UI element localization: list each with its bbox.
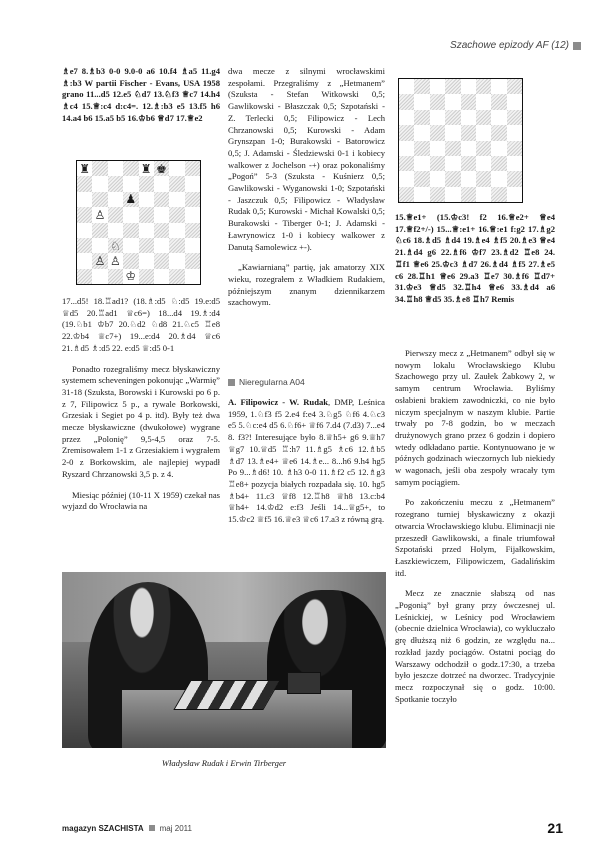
board-square: [476, 187, 491, 202]
paragraph-wroclaw-trip: Miesiąc później (10-11 X 1959) czekał nas wyjazd do Wrocławia na: [62, 489, 220, 512]
board-square: [108, 269, 123, 284]
board-square: [507, 141, 522, 156]
board-square: [139, 223, 154, 238]
photo-chessboard: [173, 680, 280, 710]
game-moves-continuation: 17...d5! 18.♖ad1? (18.♗:d5 ♘:d5 19.e:d5 ♕d5 20.♖ad1 ♕c6=) 18...d4 19.♗:d4 (19.♘b1 ♔b7 20.♘d2 ♘d8 21.♘c5 ♖e8 22.♔b4 ♕c7+) 19...e:d4 20.♗d4 ♕c6 21.♗d5 ♗:d5 22. e:d5 ♕:d5 0-1: [62, 296, 220, 353]
opening-label: [228, 377, 305, 387]
board-square: [445, 141, 460, 156]
board-square: [414, 110, 429, 125]
board-square: [399, 79, 414, 94]
board-square: [491, 141, 506, 156]
board-square: [445, 110, 460, 125]
board-square: [77, 223, 92, 238]
column-1: [62, 66, 220, 134]
game-finish-moves: 15.♕e1+ (15.♔c3! f2 16.♕e2+ ♕e4 17.♕f2+/-) 15...♕:e1+ 16.♕:e1 f:g2 17.♗g2 ♘c6 18.♗d5 ♗d4 19.♗e4 ♗f5 20.♗e3 ♕e4 21.♗d4 g6 22.♗f6 ♔f7 23.♗d2 ♖e8 24. ♖f1 ♕e6 25.♔c3 ♗d7 26.♗d4 ♗f5 27.♗e5 c6 28.♖h1 ♕e6 29.a3 ♖e7 30.♗f6 ♖d7+ 31.♔e3 ♕d5 32.♖h4 ♕e6 33.♗d4 a6 34.♖h8 ♕d5 35.♗e8 ♖h7 Remis: [395, 212, 555, 304]
page-number: 21: [547, 820, 563, 836]
board-square: [77, 253, 92, 268]
board-square: ♙: [92, 253, 107, 268]
board-square: [491, 110, 506, 125]
paragraph-pogon-match: Mecz ze znacznie słabszą od nas „Pogonią” był grany przy ówczesnej ul. Leśnickiej, w Leśnicy pod Wrocławiem (obecnie dzielnica Wrocławia), co wykluczało grę dłuższą niż 6 godzin, ze względu na... rozkład jazdy pociągów. Ostatni pociąg do Warszawy odchodził o godz.17:30, a trzeba było jeszcze dotrzeć na dworzec. Tradycyjnie mecz rozpoczynał się o godz. 10:00. Spotkanie toczyło: [395, 588, 555, 704]
board-square: [491, 79, 506, 94]
board-square: [139, 176, 154, 191]
board-square: [108, 161, 123, 176]
board-square: [169, 269, 184, 284]
board-square: [430, 125, 445, 140]
board-square: [507, 125, 522, 140]
board-square: [476, 156, 491, 171]
board-square: [77, 192, 92, 207]
board-square: [139, 207, 154, 222]
section-title: Szachowe epizody AF (12): [450, 40, 569, 51]
board-square: [77, 269, 92, 284]
board-square: [414, 79, 429, 94]
board-square: [445, 156, 460, 171]
board-square: [185, 192, 200, 207]
paragraph-blitz-tournament: Po zakończeniu meczu z „Hetmanem” rozegrano turniej błyskawiczny z okazji otwarcia Wrocławskiego klubu. Eliminacji nie przeszedł Gawlikowski, a finale triumfował Szpotański przed Holym, Fijałkowskim, Łaszkiewiczem, Filipowiczem, Gadalińskim itd.: [395, 497, 555, 578]
header-square-marker: [573, 42, 581, 50]
paragraph-blitz-match: Ponadto rozegraliśmy mecz błyskawiczny systemem scheveningen pokonując „Warmię” 31-18 (Szuksta, Borowski i Kurowski po 6 p. z 7, Filipowicz 5 p., a rywale Borkowski, Grzesiak i Segiet po 4 p. itd). Były też dwa mecze błyskawiczne (dwukołowe) wygrane przez „Polonię” 9,5-4,5 oraz 7-5. Zremisowałem 1-1 z Grzesiakiem i wygrałem 2-0 z Borkowskim, ale najlepiej wypadł Ryszard Chrzanowski 3,5 p. z 4.: [62, 363, 220, 479]
column-1-continued: [62, 296, 220, 522]
paragraph-team-matches: dwa mecze z silnymi wrocławskimi zespołami. Przegraliśmy z „Hetmanem” (Szuksta - Stefan Witkowski 0,5; Gawlikowski - Błaszczak 0,5; Szpotański - Z. Terlecki 0,5; Filipowicz - Lech Chrzanowski 0,5; Kurowski - Adam Grynszpan 1-0; Burakowski - Batorowicz 0,5; J. Adamski - Śledziewski 0-1 i kobiecy walkower z Jochelson -+) oraz pokonaliśmy „Pogoń” 5-3 (Szuksta - Kuśnierz 0,5; Gawlikowski - Wyganowski 1-0; Szpotański - Jaszczuk 0,5; Filipowicz - Władysław Rudak 0,5; Kurowski - Michał Kowalski 0,5; Burakowski - Tiberger 0-1; J. Adamski - Ławrynowicz 1-0 i kobiecy walkower z Danutą Samolewicz +-).: [228, 66, 385, 252]
board-square: [414, 125, 429, 140]
footer-date: maj 2011: [159, 824, 192, 833]
board-square: [399, 94, 414, 109]
board-square: [507, 171, 522, 186]
board-square: [92, 176, 107, 191]
board-square: [399, 141, 414, 156]
board-square: [123, 223, 138, 238]
board-square: ♘: [108, 238, 123, 253]
board-square: [430, 79, 445, 94]
board-square: [185, 269, 200, 284]
board-square: [77, 176, 92, 191]
board-square: [461, 79, 476, 94]
board-square: [169, 238, 184, 253]
board-square: [169, 176, 184, 191]
footer-square-marker: [149, 825, 155, 831]
board-square: [123, 253, 138, 268]
board-square: [476, 171, 491, 186]
photo-caption: Władysław Rudak i Erwin Tirberger: [161, 758, 287, 768]
board-square: [139, 192, 154, 207]
board-square: [507, 110, 522, 125]
game-moves-intro: ♗e7 8.♗b3 0-0 9.0-0 a6 10.f4 ♗a5 11.g4 ♗:b3 W partii Fischer - Evans, USA 1958 grano 11...d5 12.e5 ♘d7 13.♘f3 ♕c7 14.h4 ♗c4 15.♕:c4 d:c4=. 12.♗:b3 e5 13.f5 h6 14.a4 b6 15.a5 b5 16.♔b6 ♕d7 17.♕e2: [62, 66, 220, 123]
game-header: A. Filipowicz - W. Rudak: [228, 397, 329, 407]
board-square: [445, 79, 460, 94]
column-2-game: [228, 397, 385, 535]
board-square: [507, 79, 522, 94]
board-square: [414, 94, 429, 109]
board-square: [92, 192, 107, 207]
board-square: [491, 125, 506, 140]
footer: [62, 824, 192, 833]
board-square: [399, 110, 414, 125]
board-square: [154, 238, 169, 253]
board-square: [461, 156, 476, 171]
photo-players: [62, 572, 386, 748]
board-square: [461, 94, 476, 109]
board-square: [139, 269, 154, 284]
board-square: [430, 94, 445, 109]
board-square: [123, 207, 138, 222]
board-square: [154, 176, 169, 191]
board-square: [154, 207, 169, 222]
board-square: [92, 161, 107, 176]
board-square: [154, 269, 169, 284]
column-2: [228, 66, 385, 318]
board-square: [185, 176, 200, 191]
board-square: [185, 207, 200, 222]
board-square: [414, 141, 429, 156]
board-square: [430, 141, 445, 156]
board-square: [154, 223, 169, 238]
chess-diagram-1: [76, 160, 201, 285]
board-square: [461, 141, 476, 156]
board-square: [430, 156, 445, 171]
board-square: [445, 125, 460, 140]
board-square: [139, 253, 154, 268]
board-square: [92, 269, 107, 284]
board-square: [445, 187, 460, 202]
board-square: [123, 176, 138, 191]
board-square: [154, 192, 169, 207]
board-square: [461, 110, 476, 125]
photo-chess-clock: [287, 672, 321, 694]
board-square: [77, 238, 92, 253]
board-square: [414, 171, 429, 186]
board-square: [445, 94, 460, 109]
board-square: [108, 192, 123, 207]
board-square: ♙: [108, 253, 123, 268]
board-square: ♟: [123, 192, 138, 207]
board-square: [399, 187, 414, 202]
board-square: ♚: [154, 161, 169, 176]
board-square: [123, 161, 138, 176]
board-square: [491, 94, 506, 109]
board-square: [185, 161, 200, 176]
board-square: [461, 125, 476, 140]
footer-magazine: magazyn SZACHISTA: [62, 824, 144, 833]
board-square: [476, 110, 491, 125]
board-square: [399, 171, 414, 186]
board-square: [169, 161, 184, 176]
board-square: [430, 187, 445, 202]
board-square: [491, 171, 506, 186]
board-square: [139, 238, 154, 253]
board-square: [169, 253, 184, 268]
board-square: [108, 223, 123, 238]
board-square: [185, 238, 200, 253]
board-square: [169, 223, 184, 238]
board-square: [476, 125, 491, 140]
paragraph-cafe-game: „Kawiarnianą” partię, jak amatorzy XIX wieku, rozegrałem z Władkiem Rudakiem, późniejszym znanym dziennikarzem szachowym.: [228, 262, 385, 308]
board-square: [92, 223, 107, 238]
board-square: [399, 125, 414, 140]
board-square: [445, 171, 460, 186]
board-square: [414, 156, 429, 171]
board-square: [185, 223, 200, 238]
column-3-text: [395, 348, 555, 714]
board-square: [476, 79, 491, 94]
game-moves: 1.♘f3 f5 2.e4 f:e4 3.♘g5 ♘f6 4.♘c3 e5 5.♘c:e4 d5 6.♘f6+ ♕f6 7.d4 (7.d3) 7...e4 8. f3?! Interesujące było 8.♕h5+ g6 9.♕h7 ♕g7 10.♕d5 ♖:h7 11.♗g5 ♗c6 12.♗b5 ♗d7 13.♗e4+ ♕e6 14.♗e... 8...h6 9.h4 hg5 Po 9...♗d6! 10. ♗h3 0-0 11.♗f2 c5 12.♗g3 ♖e8+ pozycja białych rozpadała się. 10. hg5 ♗b4+ 11.c3 ♕f8 12.♖h8 ♕h8 13.c:b4 ♕h4+ 14.♔d2 e:f3 Jeśli 14...♕g5+, to 15.♔c2 ♕f5 16.♕e3 ♕c6 17.a3 z równą grą.: [228, 408, 385, 525]
board-square: [108, 176, 123, 191]
game-event: , DMP, Leśnica 1959,: [228, 397, 385, 419]
board-square: [108, 207, 123, 222]
board-square: [185, 253, 200, 268]
board-square: [507, 156, 522, 171]
opening-name: Nieregularna A04: [239, 377, 305, 387]
chess-diagram-2: [398, 78, 523, 203]
board-square: [92, 238, 107, 253]
board-square: ♙: [92, 207, 107, 222]
board-square: [169, 207, 184, 222]
board-square: [430, 110, 445, 125]
board-square: [476, 141, 491, 156]
board-square: [123, 238, 138, 253]
board-square: [507, 187, 522, 202]
board-square: [430, 171, 445, 186]
board-square: [461, 171, 476, 186]
board-square: [491, 156, 506, 171]
board-square: [77, 207, 92, 222]
opening-square-marker: [228, 379, 235, 386]
board-square: [154, 253, 169, 268]
board-square: [169, 192, 184, 207]
board-square: [399, 156, 414, 171]
board-square: ♔: [123, 269, 138, 284]
board-square: [507, 94, 522, 109]
paragraph-hetman-match: Pierwszy mecz z „Hetmanem” odbył się w nowym lokalu Wrocławskiego Klubu Szachowego przy ul. Zaułek Żabkowy 2, w samym centrum Wrocławia. Byliśmy osłabieni brakiem zawodniczki, co nie było niczym specjalnym w naszym klubie. Partie trwały po 7-8 godzin, bo w meczach drużynowych grano przez 6 godzin i dopiero wtedy odkładano partie. Kontynuowano je w późnych godzinach wieczornych lub niekiedy w wagonach, jeśli oba zespoły wracały tym samym pociągiem.: [395, 348, 555, 487]
column-3: [395, 212, 555, 315]
board-square: [491, 187, 506, 202]
board-square: ♜: [77, 161, 92, 176]
board-square: [476, 94, 491, 109]
board-square: ♜: [139, 161, 154, 176]
board-square: [461, 187, 476, 202]
board-square: [414, 187, 429, 202]
game-record: [228, 397, 385, 526]
